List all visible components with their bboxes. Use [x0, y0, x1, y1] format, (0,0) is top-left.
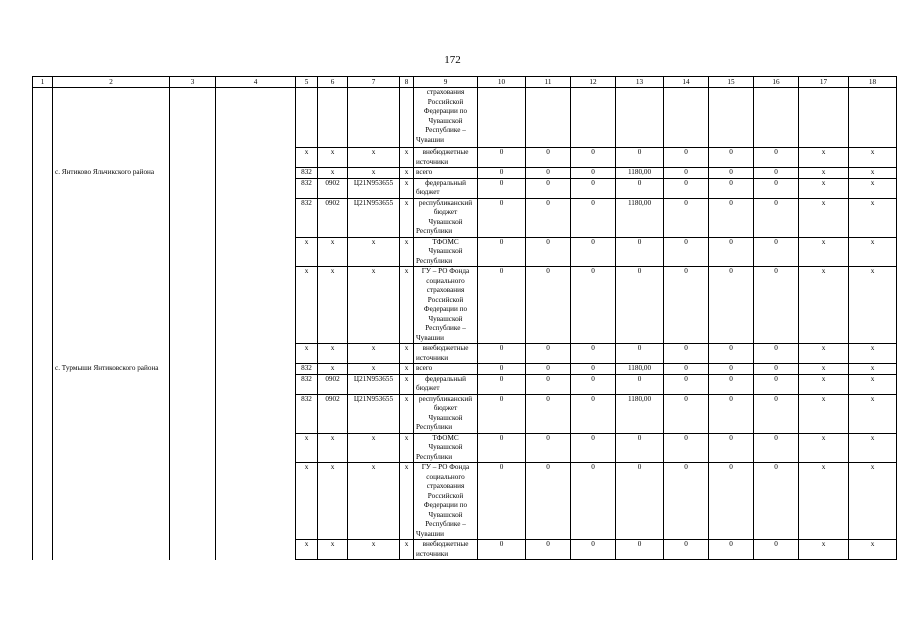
value-cell-18: x: [849, 394, 897, 433]
value-cell-12: 0: [571, 267, 616, 344]
index-cell: [33, 364, 53, 560]
value-cell-17: x: [799, 267, 849, 344]
value-cell-12: 0: [571, 148, 616, 168]
gov-code-cell: x: [296, 344, 318, 364]
value-cell-18: x: [849, 463, 897, 540]
section-cell: x: [318, 168, 348, 179]
expense-type-cell: x: [400, 344, 414, 364]
value-cell-16: 0: [754, 394, 799, 433]
value-cell-18: x: [849, 374, 897, 394]
value-cell-18: x: [849, 148, 897, 168]
value-cell-14: 0: [664, 364, 709, 375]
expense-type-cell: x: [400, 148, 414, 168]
value-cell-10: 0: [478, 267, 526, 344]
source-cell: внебюджетные источники: [414, 540, 478, 560]
value-cell-16: 0: [754, 344, 799, 364]
value-cell-11: 0: [526, 198, 571, 237]
value-cell-10: 0: [478, 364, 526, 375]
value-cell-14: 0: [664, 394, 709, 433]
value-cell-11: 0: [526, 433, 571, 463]
section-cell: x: [318, 267, 348, 344]
value-cell-17: x: [799, 344, 849, 364]
value-cell-10: 0: [478, 394, 526, 433]
cell-col-3: [170, 364, 216, 560]
value-cell-16: 0: [754, 267, 799, 344]
section-cell: x: [318, 364, 348, 375]
value-cell-12: 0: [571, 364, 616, 375]
expense-type-cell: x: [400, 540, 414, 560]
value-cell-12: 0: [571, 540, 616, 560]
gov-code-cell: 832: [296, 374, 318, 394]
value-cell-15: 0: [709, 237, 754, 267]
column-header-4: 4: [216, 77, 296, 88]
section-cell: 0902: [318, 374, 348, 394]
value-cell-13: 1180,00: [616, 168, 664, 179]
source-cell: ГУ – РО Фонда социального страхования Российской Федерации по Чувашской Республике – Чувашии: [414, 267, 478, 344]
target-article-cell: x: [348, 463, 400, 540]
value-cell-18: x: [849, 267, 897, 344]
expense-type-cell: x: [400, 178, 414, 198]
value-cell-14: 0: [664, 198, 709, 237]
value-cell-11: 0: [526, 237, 571, 267]
column-header-12: 12: [571, 77, 616, 88]
cell-col-6: [318, 88, 348, 148]
value-cell-10: 0: [478, 344, 526, 364]
gov-code-cell: x: [296, 237, 318, 267]
target-article-cell: Ц21N953655: [348, 198, 400, 237]
value-cell-15: 0: [709, 148, 754, 168]
cell-col-2: [53, 148, 170, 168]
value-cell-10: 0: [478, 540, 526, 560]
value-cell-17: x: [799, 433, 849, 463]
value-cell-14: 0: [664, 433, 709, 463]
value-cell-11: 0: [526, 267, 571, 344]
source-cell: внебюджетные источники: [414, 148, 478, 168]
value-cell-11: 0: [526, 394, 571, 433]
target-article-cell: x: [348, 344, 400, 364]
value-cell-18: x: [849, 344, 897, 364]
value-cell-14: 0: [664, 374, 709, 394]
value-cell-17: x: [799, 198, 849, 237]
expense-type-cell: x: [400, 433, 414, 463]
gov-code-cell: 832: [296, 394, 318, 433]
cell-col-16: [754, 88, 799, 148]
section-cell: x: [318, 237, 348, 267]
value-cell-12: 0: [571, 344, 616, 364]
value-cell-18: x: [849, 433, 897, 463]
value-cell-11: 0: [526, 540, 571, 560]
cell-col-5: [296, 88, 318, 148]
column-header-6: 6: [318, 77, 348, 88]
target-article-cell: x: [348, 540, 400, 560]
value-cell-17: x: [799, 394, 849, 433]
cell-col-15: [709, 88, 754, 148]
source-cell: республиканский бюджет Чувашской Республики: [414, 394, 478, 433]
value-cell-10: 0: [478, 198, 526, 237]
source-cell: федеральный бюджет: [414, 178, 478, 198]
value-cell-16: 0: [754, 463, 799, 540]
gov-code-cell: x: [296, 540, 318, 560]
column-header-15: 15: [709, 77, 754, 88]
value-cell-18: x: [849, 540, 897, 560]
value-cell-12: 0: [571, 198, 616, 237]
value-cell-16: 0: [754, 433, 799, 463]
column-header-8: 8: [400, 77, 414, 88]
value-cell-16: 0: [754, 540, 799, 560]
expense-type-cell: x: [400, 463, 414, 540]
value-cell-12: 0: [571, 168, 616, 179]
value-cell-14: 0: [664, 168, 709, 179]
cell-col-18: [849, 88, 897, 148]
gov-code-cell: 832: [296, 178, 318, 198]
value-cell-12: 0: [571, 237, 616, 267]
value-cell-14: 0: [664, 344, 709, 364]
cell-col-7: [348, 88, 400, 148]
table-row: [33, 364, 897, 375]
value-cell-15: 0: [709, 540, 754, 560]
page-number: 172: [444, 54, 461, 66]
cell-col-4: [216, 88, 296, 148]
value-cell-15: 0: [709, 198, 754, 237]
source-cell: ГУ – РО Фонда социального страхования Российской Федерации по Чувашской Республике – Чувашии: [414, 463, 478, 540]
continuation-row: [33, 88, 897, 148]
column-header-1: 1: [33, 77, 53, 88]
section-cell: 0902: [318, 198, 348, 237]
section-cell: x: [318, 463, 348, 540]
section-cell: x: [318, 344, 348, 364]
expense-type-cell: x: [400, 198, 414, 237]
cell-col-12: [571, 88, 616, 148]
cell-col-10: [478, 88, 526, 148]
value-cell-14: 0: [664, 148, 709, 168]
cell-col-11: [526, 88, 571, 148]
value-cell-15: 0: [709, 267, 754, 344]
column-header-18: 18: [849, 77, 897, 88]
target-article-cell: x: [348, 237, 400, 267]
gov-code-cell: 832: [296, 198, 318, 237]
value-cell-15: 0: [709, 394, 754, 433]
cell-col-14: [664, 88, 709, 148]
value-cell-17: x: [799, 168, 849, 179]
value-cell-17: x: [799, 237, 849, 267]
value-cell-12: 0: [571, 178, 616, 198]
column-header-3: 3: [170, 77, 216, 88]
column-header-13: 13: [616, 77, 664, 88]
header-row: [33, 77, 897, 88]
cell-col-8: [400, 88, 414, 148]
cell-col-1: [33, 148, 53, 168]
value-cell-13: 1180,00: [616, 198, 664, 237]
value-cell-15: 0: [709, 374, 754, 394]
value-cell-15: 0: [709, 344, 754, 364]
cell-col-3: [170, 168, 216, 364]
table-row: [33, 148, 897, 168]
value-cell-13: 1180,00: [616, 394, 664, 433]
gov-code-cell: x: [296, 433, 318, 463]
cell-col-17: [799, 88, 849, 148]
column-header-17: 17: [799, 77, 849, 88]
value-cell-18: x: [849, 178, 897, 198]
column-header-14: 14: [664, 77, 709, 88]
column-header-10: 10: [478, 77, 526, 88]
value-cell-12: 0: [571, 374, 616, 394]
value-cell-18: x: [849, 168, 897, 179]
value-cell-13: 0: [616, 433, 664, 463]
value-cell-11: 0: [526, 463, 571, 540]
value-cell-18: x: [849, 364, 897, 375]
section-cell: 0902: [318, 178, 348, 198]
value-cell-10: 0: [478, 178, 526, 198]
expense-type-cell: x: [400, 168, 414, 179]
value-cell-11: 0: [526, 178, 571, 198]
value-cell-16: 0: [754, 374, 799, 394]
column-header-5: 5: [296, 77, 318, 88]
value-cell-11: 0: [526, 364, 571, 375]
column-header-11: 11: [526, 77, 571, 88]
value-cell-15: 0: [709, 364, 754, 375]
column-header-7: 7: [348, 77, 400, 88]
value-cell-17: x: [799, 178, 849, 198]
value-cell-13: 0: [616, 267, 664, 344]
gov-code-cell: x: [296, 463, 318, 540]
value-cell-11: 0: [526, 344, 571, 364]
value-cell-10: 0: [478, 463, 526, 540]
value-cell-18: x: [849, 237, 897, 267]
value-cell-13: 0: [616, 540, 664, 560]
table-row: [33, 168, 897, 179]
value-cell-17: x: [799, 374, 849, 394]
target-article-cell: x: [348, 433, 400, 463]
cell-col-3: [170, 148, 216, 168]
value-cell-15: 0: [709, 433, 754, 463]
source-cell: страхования Российской Федерации по Чувашской Республике – Чувашии: [414, 88, 478, 148]
gov-code-cell: 832: [296, 168, 318, 179]
section-cell: 0902: [318, 394, 348, 433]
value-cell-10: 0: [478, 433, 526, 463]
gov-code-cell: 832: [296, 364, 318, 375]
expense-type-cell: x: [400, 237, 414, 267]
value-cell-10: 0: [478, 168, 526, 179]
value-cell-12: 0: [571, 394, 616, 433]
value-cell-17: x: [799, 463, 849, 540]
value-cell-16: 0: [754, 178, 799, 198]
value-cell-17: x: [799, 540, 849, 560]
value-cell-13: 1180,00: [616, 364, 664, 375]
value-cell-11: 0: [526, 168, 571, 179]
index-cell: [33, 168, 53, 364]
value-cell-10: 0: [478, 148, 526, 168]
source-cell: ТФОМС Чувашской Республики: [414, 237, 478, 267]
value-cell-12: 0: [571, 433, 616, 463]
budget-table: [32, 76, 897, 560]
value-cell-17: x: [799, 148, 849, 168]
target-article-cell: Ц21N953655: [348, 374, 400, 394]
cell-col-4: [216, 364, 296, 560]
value-cell-11: 0: [526, 374, 571, 394]
source-cell: всего: [414, 168, 478, 179]
cell-col-3: [170, 88, 216, 148]
gov-code-cell: x: [296, 267, 318, 344]
value-cell-17: x: [799, 364, 849, 375]
column-header-2: 2: [53, 77, 170, 88]
expense-type-cell: x: [400, 364, 414, 375]
target-article-cell: x: [348, 267, 400, 344]
value-cell-16: 0: [754, 168, 799, 179]
value-cell-13: 0: [616, 344, 664, 364]
value-cell-15: 0: [709, 178, 754, 198]
cell-col-4: [216, 148, 296, 168]
value-cell-16: 0: [754, 364, 799, 375]
cell-col-1: [33, 88, 53, 148]
cell-col-13: [616, 88, 664, 148]
expense-type-cell: x: [400, 394, 414, 433]
value-cell-10: 0: [478, 237, 526, 267]
source-cell: ТФОМС Чувашской Республики: [414, 433, 478, 463]
target-article-cell: Ц21N953655: [348, 394, 400, 433]
value-cell-13: 0: [616, 463, 664, 540]
value-cell-11: 0: [526, 148, 571, 168]
value-cell-10: 0: [478, 374, 526, 394]
value-cell-15: 0: [709, 168, 754, 179]
gov-code-cell: x: [296, 148, 318, 168]
cell-col-4: [216, 168, 296, 364]
value-cell-16: 0: [754, 148, 799, 168]
section-cell: x: [318, 540, 348, 560]
value-cell-18: x: [849, 198, 897, 237]
value-cell-14: 0: [664, 178, 709, 198]
source-cell: внебюджетные источники: [414, 344, 478, 364]
location-cell: с. Турмыши Янтиковского района: [53, 364, 170, 560]
value-cell-15: 0: [709, 463, 754, 540]
expense-type-cell: x: [400, 374, 414, 394]
section-cell: x: [318, 433, 348, 463]
target-article-cell: Ц21N953655: [348, 178, 400, 198]
column-header-9: 9: [414, 77, 478, 88]
source-cell: всего: [414, 364, 478, 375]
target-article-cell: x: [348, 148, 400, 168]
value-cell-16: 0: [754, 198, 799, 237]
target-article-cell: x: [348, 364, 400, 375]
expense-type-cell: x: [400, 267, 414, 344]
value-cell-13: 0: [616, 237, 664, 267]
location-cell: с. Янтиково Яльчикского района: [53, 168, 170, 364]
value-cell-13: 0: [616, 148, 664, 168]
target-article-cell: x: [348, 168, 400, 179]
value-cell-12: 0: [571, 463, 616, 540]
cell-col-2: [53, 88, 170, 148]
value-cell-14: 0: [664, 267, 709, 344]
value-cell-14: 0: [664, 463, 709, 540]
column-header-16: 16: [754, 77, 799, 88]
value-cell-13: 0: [616, 178, 664, 198]
source-cell: федеральный бюджет: [414, 374, 478, 394]
value-cell-16: 0: [754, 237, 799, 267]
value-cell-13: 0: [616, 374, 664, 394]
value-cell-14: 0: [664, 237, 709, 267]
source-cell: республиканский бюджет Чувашской Республики: [414, 198, 478, 237]
value-cell-14: 0: [664, 540, 709, 560]
section-cell: x: [318, 148, 348, 168]
